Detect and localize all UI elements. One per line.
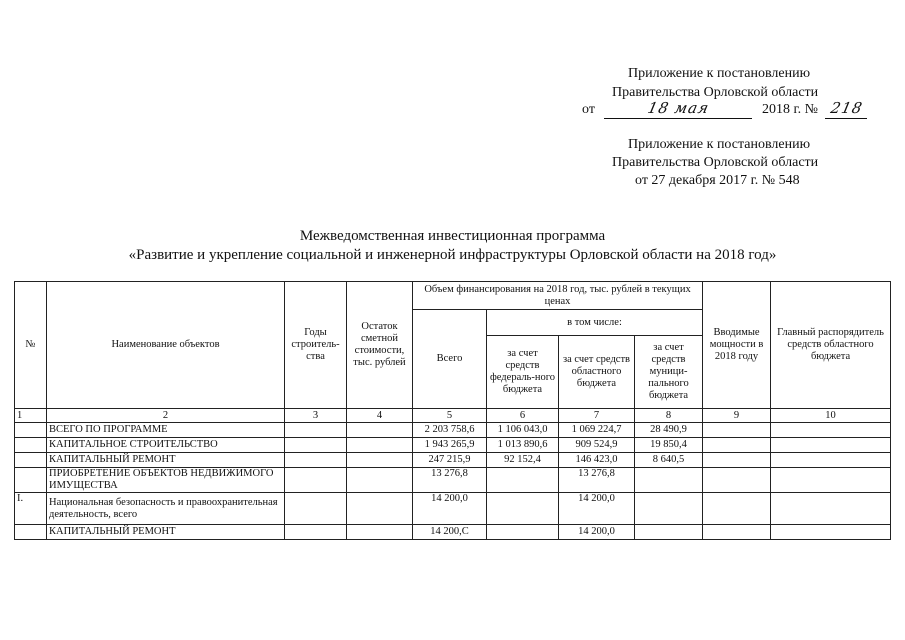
year-label: 2018 г. № <box>761 102 818 117</box>
row-federal <box>487 493 559 525</box>
colnum-1: 1 <box>15 409 47 423</box>
table-row <box>15 525 891 540</box>
row-federal <box>487 468 559 493</box>
row-name: ПРИОБРЕТЕНИЕ ОБЪЕКТОВ НЕДВИЖИМОГО ИМУЩЕСТВА <box>47 468 285 493</box>
row-manager <box>771 493 891 525</box>
colnum-4: 4 <box>347 409 413 423</box>
row-municipal <box>635 468 703 493</box>
row-years <box>285 438 347 453</box>
row-capacity <box>703 453 771 468</box>
row-municipal: 8 640,5 <box>635 453 703 468</box>
colnum-10: 10 <box>771 409 891 423</box>
header-funding-group: Объем финансирования на 2018 год, тыс. рублей в текущих ценах <box>413 282 703 310</box>
header-years: Годы строитель-ства <box>285 282 347 409</box>
row-regional: 14 200,0 <box>559 493 635 525</box>
header-regional: за счет средств областного бюджета <box>559 336 635 409</box>
row-name: КАПИТАЛЬНЫЙ РЕМОНТ <box>47 453 285 468</box>
row-balance <box>347 423 413 438</box>
row-years <box>285 453 347 468</box>
row-total: 247 215,9 <box>413 453 487 468</box>
appendix-old-line1: Приложение к постановлению <box>628 137 811 152</box>
row-years <box>285 423 347 438</box>
row-regional: 909 524,9 <box>559 438 635 453</box>
appendix-old-line3: от 27 декабря 2017 г. № 548 <box>635 173 800 188</box>
row-capacity <box>703 438 771 453</box>
table-row <box>15 453 891 468</box>
header-balance: Остаток сметной стоимости, тыс. рублей <box>347 282 413 409</box>
colnum-5: 5 <box>413 409 487 423</box>
appendix-old-line2: Правительства Орловской области <box>612 155 819 170</box>
header-manager: Главный распорядитель средств областного бюджета <box>771 282 891 409</box>
header-federal: за счет средств федераль-ного бюджета <box>487 336 559 409</box>
colnum-9: 9 <box>703 409 771 423</box>
row-name: КАПИТАЛЬНЫЙ РЕМОНТ <box>47 525 285 540</box>
row-federal: 92 152,4 <box>487 453 559 468</box>
colnum-3: 3 <box>285 409 347 423</box>
colnum-6: 6 <box>487 409 559 423</box>
handwritten-number <box>825 100 867 119</box>
row-federal <box>487 525 559 540</box>
row-num <box>15 468 47 493</box>
header-capacity: Вводимые мощности в 2018 году <box>703 282 771 409</box>
row-capacity <box>703 525 771 540</box>
colnum-8: 8 <box>635 409 703 423</box>
row-num <box>15 525 47 540</box>
row-num <box>15 453 47 468</box>
investment-program-table <box>14 281 891 540</box>
row-regional: 1 069 224,7 <box>559 423 635 438</box>
row-total: 14 200,С <box>413 525 487 540</box>
row-num <box>15 423 47 438</box>
row-regional: 146 423,0 <box>559 453 635 468</box>
row-name: КАПИТАЛЬНОЕ СТРОИТЕЛЬСТВО <box>47 438 285 453</box>
row-num <box>15 438 47 453</box>
header-including: в том числе: <box>487 310 703 336</box>
row-municipal: 19 850,4 <box>635 438 703 453</box>
row-years <box>285 525 347 540</box>
handwritten-date-text: 18 мая <box>645 99 711 117</box>
row-federal: 1 106 043,0 <box>487 423 559 438</box>
header-municipal: за счет средств муници-пального бюджета <box>635 336 703 409</box>
row-municipal: 28 490,9 <box>635 423 703 438</box>
row-name: Национальная безопасность и правоохранительная деятельность, всего <box>47 493 285 525</box>
row-total: 14 200,0 <box>413 493 487 525</box>
row-federal: 1 013 890,6 <box>487 438 559 453</box>
page-title-line2: «Развитие и укрепление социальной и инженерной инфраструктуры Орловской области на 2018 год» <box>128 247 777 263</box>
row-total: 2 203 758,6 <box>413 423 487 438</box>
row-years <box>285 468 347 493</box>
row-balance <box>347 438 413 453</box>
handwritten-number-text: 218 <box>828 99 865 117</box>
appendix-new-line1: Приложение к постановлению <box>628 66 811 81</box>
row-total: 13 276,8 <box>413 468 487 493</box>
row-capacity <box>703 468 771 493</box>
row-total: 1 943 265,9 <box>413 438 487 453</box>
row-manager <box>771 453 891 468</box>
row-manager <box>771 423 891 438</box>
handwritten-date <box>604 100 752 119</box>
row-balance <box>347 468 413 493</box>
header-name: Наименование объектов <box>47 282 285 409</box>
appendix-new-date-line <box>582 100 867 119</box>
row-manager <box>771 525 891 540</box>
row-balance <box>347 525 413 540</box>
row-municipal <box>635 493 703 525</box>
page-title-line1: Межведомственная инвестиционная программа <box>299 228 606 244</box>
colnum-7: 7 <box>559 409 635 423</box>
row-capacity <box>703 423 771 438</box>
table-row <box>15 423 891 438</box>
row-balance <box>347 453 413 468</box>
row-manager <box>771 468 891 493</box>
row-capacity <box>703 493 771 525</box>
from-label: от <box>582 102 595 117</box>
row-regional: 13 276,8 <box>559 468 635 493</box>
row-num: I. <box>15 493 47 525</box>
row-name: ВСЕГО ПО ПРОГРАММЕ <box>47 423 285 438</box>
row-manager <box>771 438 891 453</box>
table-row <box>15 468 891 493</box>
row-municipal <box>635 525 703 540</box>
row-balance <box>347 493 413 525</box>
table-row <box>15 438 891 453</box>
table-row <box>15 493 891 525</box>
colnum-2: 2 <box>47 409 285 423</box>
appendix-new-line2: Правительства Орловской области <box>612 85 819 100</box>
row-regional: 14 200,0 <box>559 525 635 540</box>
row-years <box>285 493 347 525</box>
header-total: Всего <box>413 310 487 409</box>
header-num: № <box>15 282 47 409</box>
column-numbers-row <box>15 409 891 423</box>
